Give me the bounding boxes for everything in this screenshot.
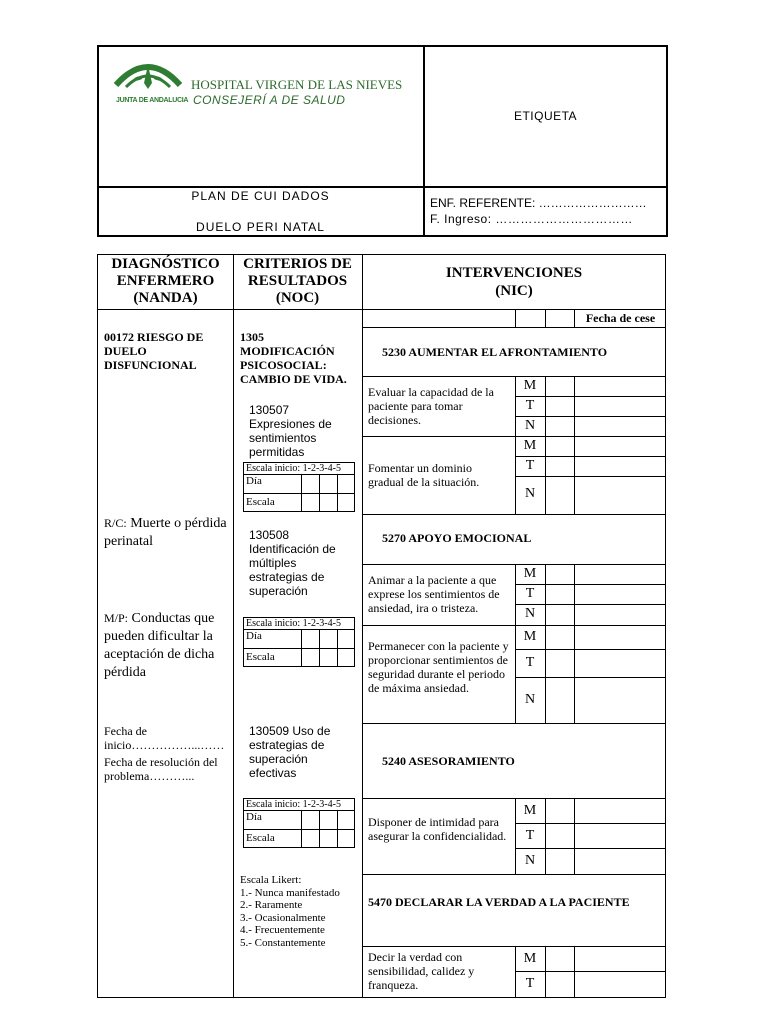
- activity-decir: Decir la verdad con sensibilidad, calidez y franqueza.: [368, 950, 475, 992]
- logo-text: JUNTA DE ANDALUCIA: [116, 97, 189, 104]
- fecha-inicio: Fecha de inicio……………...……: [104, 724, 225, 752]
- shift-m: M: [523, 951, 537, 966]
- activity-disponer: Disponer de intimidad para asegurar la confidencialidad.: [368, 815, 507, 843]
- etiqueta-label: ETIQUETA: [513, 109, 578, 123]
- diagnosis-title: 00172 RIESGO DE DUELO DISFUNCIONAL: [104, 330, 204, 372]
- likert-item: 4.- Frecuentemente: [240, 924, 325, 936]
- scale-grid-2: [243, 617, 355, 667]
- shift-n: N: [524, 692, 536, 707]
- escala-label: Escala: [243, 493, 302, 512]
- escala-cell[interactable]: [319, 493, 338, 512]
- shift-m: M: [523, 566, 537, 581]
- hospital-name: HOSPITAL VIRGEN DE LAS NIEVES: [191, 77, 403, 92]
- escala-cell[interactable]: [337, 648, 355, 667]
- likert-title: Escala Likert:: [240, 874, 302, 886]
- nic-5240: 5240 ASESORAMIENTO: [382, 754, 515, 768]
- escala-cell[interactable]: [301, 648, 320, 667]
- dia-cell[interactable]: [319, 474, 338, 494]
- rc-label: R/C:: [104, 516, 127, 530]
- fecha-resolucion: Fecha de resolución del problema………...: [104, 755, 218, 783]
- nic-5270: 5270 APOYO EMOCIONAL: [382, 531, 532, 545]
- activity-animar: Animar a la paciente a que exprese los sentimientos de ansiedad, ira o tristeza.: [368, 573, 500, 615]
- escala-cell[interactable]: [301, 493, 320, 512]
- dia-cell[interactable]: [301, 810, 320, 830]
- escala-label: Escala: [243, 829, 302, 848]
- diagnosis-rc: [104, 514, 230, 551]
- shift-t: T: [525, 976, 535, 991]
- escala-cell[interactable]: [301, 829, 320, 848]
- col-criterios: CRITERIOS DE RESULTADOS (NOC): [243, 256, 352, 306]
- dia-cell[interactable]: [319, 810, 338, 830]
- noc-item-130507: 130507 Expresiones de sentimientos permitidas: [249, 403, 332, 459]
- noc-item-130509: 130509 Uso de estrategias de superación efectivas: [249, 724, 331, 780]
- shift-m: M: [523, 803, 537, 818]
- likert-item: 1.- Nunca manifestado: [240, 886, 340, 899]
- dia-cell[interactable]: [337, 810, 355, 830]
- rc-text: Muerte o pérdida perinatal: [104, 516, 227, 549]
- junta-logo: [108, 55, 188, 110]
- escala-inicio-label: Escala inicio: 1-2-3-4-5: [243, 462, 355, 475]
- dia-cell[interactable]: [301, 629, 320, 649]
- shift-m: M: [523, 438, 537, 453]
- activity-evaluar: Evaluar la capacidad de la paciente para tomar decisiones.: [368, 385, 494, 427]
- shift-n: N: [524, 486, 536, 501]
- nic-5470: 5470 DECLARAR LA VERDAD A LA PACIENTE: [368, 895, 630, 909]
- dia-label: Día: [243, 810, 302, 830]
- nic-5230: 5230 AUMENTAR EL AFRONTAMIENTO: [382, 345, 608, 359]
- shift-n: N: [524, 606, 536, 621]
- escala-label: Escala: [243, 648, 302, 667]
- noc-item-130508: 130508 Identificación de múltiples estrategias de superación: [249, 528, 336, 598]
- activity-fomentar: Fomentar un dominio gradual de la situación.: [368, 461, 480, 489]
- escala-cell[interactable]: [319, 829, 338, 848]
- shift-n: N: [524, 853, 536, 868]
- shift-n: N: [524, 418, 536, 433]
- shift-m: M: [523, 378, 537, 393]
- dia-label: Día: [243, 474, 302, 494]
- col-nic: (NIC): [495, 283, 533, 299]
- escala-cell[interactable]: [337, 829, 355, 848]
- col-intervenciones: INTERVENCIONES: [445, 265, 583, 281]
- shift-m: M: [523, 629, 537, 644]
- shift-t: T: [525, 655, 535, 670]
- dia-cell[interactable]: [319, 629, 338, 649]
- likert-item: 3.- Ocasionalmente: [240, 911, 326, 924]
- dia-cell[interactable]: [337, 629, 355, 649]
- scale-grid-3: [243, 798, 355, 848]
- escala-inicio-label: Escala inicio: 1-2-3-4-5: [243, 798, 355, 811]
- likert-item: 2.- Raramente: [240, 899, 303, 911]
- mp-text: Conductas que pueden dificultar la aceptación de dicha pérdida: [104, 611, 215, 680]
- fecha-ingreso: F. Ingreso: ……………………………: [430, 212, 633, 226]
- duelo-title: DUELO PERI NATAL: [196, 220, 325, 234]
- col-fecha-cese: Fecha de cese: [585, 311, 656, 325]
- noc-main: 1305 MODIFICACIÓN PSICOSOCIAL: CAMBIO DE VIDA.: [240, 330, 347, 386]
- likert-item: 5.- Constantemente: [240, 936, 326, 949]
- consejeria-name: CONSEJERÍ A DE SALUD: [193, 93, 346, 107]
- likert-legend: [240, 874, 360, 949]
- shift-t: T: [525, 828, 535, 843]
- shift-t: T: [525, 586, 535, 601]
- plan-title: PLAN DE CUI DADOS: [191, 189, 330, 203]
- escala-cell[interactable]: [319, 648, 338, 667]
- escala-cell[interactable]: [337, 493, 355, 512]
- activity-permanecer: Permanecer con la paciente y proporcionar sentimientos de seguridad durante el periodo de máxima ansiedad.: [368, 639, 509, 695]
- shift-t: T: [525, 398, 535, 413]
- shift-t: T: [525, 458, 535, 473]
- mp-label: M/P:: [104, 611, 129, 625]
- dia-cell[interactable]: [301, 474, 320, 494]
- scale-grid-1: [243, 462, 355, 512]
- dia-cell[interactable]: [337, 474, 355, 494]
- col-diagnostico: DIAGNÓSTICO ENFERMERO (NANDA): [111, 256, 220, 306]
- escala-inicio-label: Escala inicio: 1-2-3-4-5: [243, 617, 355, 630]
- dia-label: Día: [243, 629, 302, 649]
- enf-referente: ENF. REFERENTE: ………………………: [430, 196, 647, 210]
- diagnosis-mp: [104, 609, 230, 682]
